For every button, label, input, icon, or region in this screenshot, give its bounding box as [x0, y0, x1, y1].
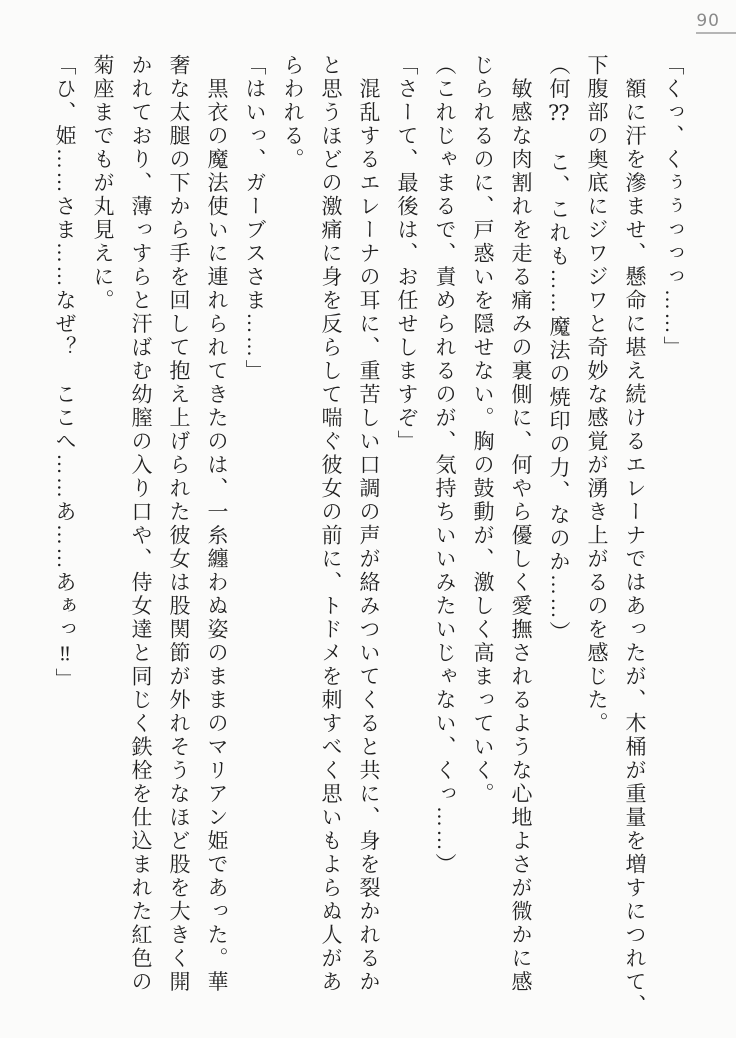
page-number: 90: [696, 11, 720, 31]
text-column-13: 黒衣の魔法使いに連れられてきたのは、一糸纏わぬ姿のままのマリアン姫であった。華: [205, 54, 229, 994]
text-column-11: らわれる。: [281, 54, 305, 172]
text-column-12: 「はいっ、ガーブスさま……」: [243, 54, 267, 383]
text-column-3: 下腹部の奥底にジワジワと奇妙な感覚が湧き上がるのを感じた。: [585, 54, 609, 736]
text-column-16: 菊座までもが丸見えに。: [91, 54, 115, 313]
text-column-9: 混乱するエレーナの耳に、重苦しい口調の声が絡みついてくると共に、身を裂かれるか: [357, 54, 381, 994]
text-column-6: じられるのに、戸惑いを隠せない。胸の鼓動が、激しく高まっていく。: [471, 54, 495, 806]
text-column-2: 額に汗を滲ませ、懸命に堪え続けるエレーナではあったが、木桶が重量を増すにつれて、: [623, 54, 647, 1018]
text-column-5: 敏感な肉割れを走る痛みの裏側に、何やら優しく愛撫されるような心地よさが微かに感: [509, 54, 533, 994]
text-column-1: 「くっ、くぅぅっっっ……」: [661, 54, 685, 360]
text-column-8: 「さーて、最後は、お任せしますぞ」: [395, 54, 419, 454]
text-column-14: 奢な太腿の下から手を回して抱え上げられた彼女は股関節が外れそうなほど股を大きく開: [167, 54, 191, 994]
page-number-rule: [696, 32, 736, 34]
text-column-17: 「ひ、姫……さま……なぜ？ ここへ……あ……あぁっ‼」: [53, 54, 77, 692]
text-column-10: と思うほどの激痛に身を反らして喘ぐ彼女の前に、トドメを刺すべく思いもよらぬ人があ: [319, 54, 343, 994]
text-column-15: かれており、薄っすらと汗ばむ幼膣の入り口や、侍女達と同じく鉄栓を仕込まれた紅色の: [129, 54, 153, 994]
text-column-7: （これじゃまるで、責められるのが、気持ちいいみたいじゃない、くっ……）: [433, 54, 457, 877]
vertical-text-block: [46, 54, 692, 1018]
text-column-4: （何⁇ こ、これも……魔法の焼印の力、なのか……）: [547, 54, 571, 645]
